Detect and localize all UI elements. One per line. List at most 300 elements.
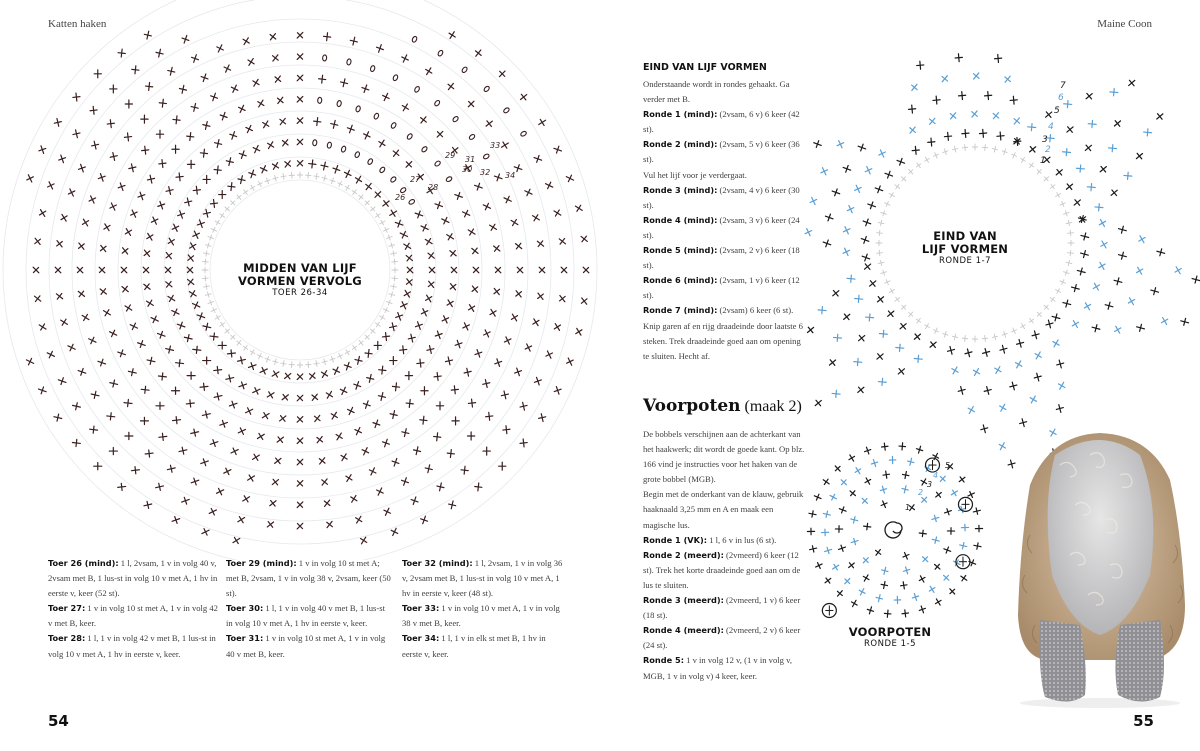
stitch-symbol-sc	[838, 506, 847, 515]
stitch-symbol-sc	[824, 546, 833, 554]
stitch-symbol-sc	[827, 357, 838, 368]
stitch-symbol-sc	[948, 110, 959, 121]
instruction-round: Knip garen af en rijg draadeinde door laatste 6 steken. Trek draadeinde goed aan om opening te sluiten. Hecht af.	[643, 320, 803, 361]
stitch-symbol-sc	[809, 545, 817, 553]
stitch-symbol-sc	[863, 476, 872, 485]
stitch-symbol-sc	[893, 183, 901, 191]
stitch-symbol-sc	[813, 493, 822, 502]
stitch-symbol-sc	[1150, 287, 1160, 296]
stitch-symbol-sc	[927, 585, 936, 595]
stitch-symbol-sc	[957, 475, 967, 485]
stitch-symbol-sc	[1070, 319, 1080, 330]
stitch-symbol-sc	[865, 313, 874, 321]
instruction-round: Ronde 2 (mind): (2vsam, 5 v) 6 keer (36 st).	[643, 139, 800, 165]
stitch-symbol-sc	[888, 287, 896, 295]
stitch-symbol-sc	[841, 311, 852, 322]
stitch-symbol-sc	[1091, 281, 1101, 292]
stitch-symbol-sc	[952, 146, 959, 153]
flower-diagram-title-line1: EIND VAN	[933, 229, 997, 243]
stitch-symbol-sc	[1010, 96, 1018, 105]
stitch-symbol-sc	[1156, 248, 1166, 257]
stitch-symbol-sc	[1071, 284, 1081, 293]
stitch-symbol-sc	[1049, 295, 1057, 303]
stitch-symbol-sc	[911, 593, 919, 602]
instruction-row-30: Toer 30: 1 l, 1 v in volg 40 v met B, 1 lus-st in volg 10 v met A, 1 hv in eerste v, keer.	[226, 603, 385, 629]
stitch-symbol-sc	[847, 560, 857, 570]
stitch-symbol-sc	[861, 555, 871, 565]
paw-diagram-title	[840, 626, 940, 650]
stitch-symbol-sc	[1059, 278, 1067, 285]
instruction-round: Ronde 3 (mind): (2vsam, 4 v) 6 keer (30 st).	[643, 184, 800, 210]
stitch-symbol-sc	[875, 594, 883, 602]
stitch-symbol-sc	[927, 138, 935, 147]
stitch-symbol-sc	[1011, 116, 1022, 127]
stitch-symbol-sc	[1028, 394, 1038, 405]
paw-diagram-subtitle: RONDE 1-5	[864, 639, 916, 649]
left-diagram-title-line2: VORMEN VERVOLG	[238, 274, 362, 288]
stitch-symbol-sc	[875, 294, 886, 305]
stitch-symbol-sc	[939, 73, 950, 84]
section-heading-eind-van-lijf: EIND VAN LIJF VORMEN	[643, 62, 767, 73]
stitch-symbol-sc	[1097, 261, 1107, 272]
stitch-symbol-sc	[1076, 267, 1086, 276]
magic-ring-icon	[885, 522, 902, 538]
stitch-symbol-sc	[1076, 165, 1085, 173]
stitch-symbol-sc	[841, 247, 851, 257]
instruction-round: Ronde 1 (VK): 1 l, 6 v in lus (6 st).	[643, 534, 777, 545]
stitch-symbol-sc	[1104, 301, 1114, 310]
stitch-symbol-sc	[943, 508, 952, 516]
stitch-symbol-sc	[901, 485, 909, 494]
flower-round-label-6: 6	[1058, 93, 1064, 103]
stitch-symbol-sc	[866, 606, 874, 615]
stitch-symbol-sc	[876, 230, 883, 236]
stitch-symbol-sc	[902, 471, 910, 479]
stitch-symbol-sc	[876, 250, 883, 256]
stitch-symbol-sc	[952, 333, 959, 340]
instruction-row-27: Toer 27: 1 v in volg 10 st met A, 1 v in volg 42 v met B, keer.	[48, 603, 218, 629]
stitch-symbol-sc	[1136, 323, 1146, 332]
stitch-symbol-sc	[1099, 239, 1109, 250]
stitch-symbol-sc	[803, 227, 813, 237]
stitch-symbol-sc	[879, 330, 888, 338]
stitch-symbol-sc	[860, 496, 870, 506]
flower-round-label-7: 7	[1060, 81, 1066, 91]
bobble-symbol-mgb	[926, 458, 940, 472]
instruction-row-34: Toer 34: 1 l, 1 v in elk st met B, 1 hv in eerste v, keer.	[402, 633, 546, 659]
stitch-symbol-sc	[950, 365, 960, 376]
stitch-symbol-sc	[1054, 167, 1065, 178]
stitch-symbol-sc	[950, 488, 960, 497]
stitch-symbol-sc	[1191, 275, 1200, 284]
paw-round-label-2: 2	[918, 488, 924, 497]
stitch-symbol-sc	[1063, 210, 1070, 217]
stitch-symbol-sc	[961, 129, 969, 138]
section1-intro: Onderstaande wordt in rondes gehaakt. Ga verder met B.	[643, 79, 790, 105]
stitch-symbol-sc	[997, 132, 1005, 141]
stitch-symbol-sc	[881, 443, 888, 451]
stitch-symbol-sc	[805, 325, 816, 336]
stitch-symbol-sc	[994, 54, 1002, 63]
page-number-left: 54	[48, 712, 69, 730]
stitch-symbol-sc	[823, 510, 831, 518]
stitch-symbol-sc	[1055, 404, 1064, 414]
paw-diagram-title-line1: VOORPOTEN	[848, 625, 932, 639]
section2-start: Begin met de onderkant van de klauw, gebruik haaknaald 3,25 mm en A en maak een magische lus.	[643, 489, 804, 530]
stitch-symbol-sc	[896, 366, 907, 377]
left-diagram-title-line1: MIDDEN VAN LIJF	[243, 261, 357, 275]
stitch-symbol-sc	[982, 144, 988, 151]
stitch-symbol-sc	[984, 91, 992, 100]
stitch-symbol-sc	[971, 367, 981, 378]
stitch-symbol-sc	[1054, 191, 1062, 199]
stitch-symbol-sc	[1062, 299, 1072, 308]
stitch-symbol-sc	[867, 278, 878, 289]
instruction-round: Ronde 6 (mind): (2vsam, 1 v) 6 keer (12 st).	[643, 275, 800, 301]
stitch-symbol-sc	[807, 528, 814, 535]
stitch-symbol-sc	[862, 573, 871, 583]
stitch-symbol-sc	[927, 116, 938, 127]
stitch-symbol-sc	[912, 146, 920, 155]
instruction-round: Ronde 5 (mind): (2vsam, 2 v) 6 keer (18 st).	[643, 245, 800, 271]
stitch-symbol-sc	[946, 346, 955, 356]
stitch-symbol-sc	[991, 110, 1002, 121]
paw-round-label-4: 4	[933, 471, 939, 480]
running-header-left: Katten haken	[48, 18, 107, 30]
stitch-symbol-sc	[833, 334, 842, 342]
stitch-symbol-sc	[928, 339, 939, 350]
stitch-symbol-sc	[898, 321, 909, 332]
stitch-symbol-sc	[878, 220, 885, 227]
stitch-symbol-sc	[969, 109, 980, 120]
stitch-symbol-sc	[943, 546, 952, 555]
stitch-symbol-sc	[966, 405, 976, 416]
round-label-29: 29	[445, 151, 456, 160]
instruction-round: Ronde 4 (mind): (2vsam, 3 v) 6 keer (24 st).	[643, 214, 800, 240]
stitch-symbol-sc	[880, 269, 887, 276]
stitch-symbol-sc	[880, 500, 889, 509]
stitch-symbol-sc	[908, 105, 916, 114]
stitch-symbol-sc	[1084, 91, 1095, 102]
stitch-symbol-sc	[878, 260, 885, 267]
stitch-symbol-sc	[934, 490, 944, 500]
stitch-symbol-sc	[1010, 327, 1017, 335]
stitch-symbol-sc	[1080, 250, 1090, 259]
stitch-symbol-sc	[1027, 144, 1038, 155]
stitch-symbol-sc	[915, 445, 923, 454]
stitch-symbol-sc	[919, 530, 927, 537]
stitch-symbol-sc	[880, 210, 887, 217]
stitch-symbol-sc	[850, 599, 859, 608]
stitch-symbol-sc	[855, 385, 866, 396]
round-label-27: 27	[410, 175, 421, 184]
stitch-symbol-sc	[957, 386, 966, 396]
stitch-symbol-sc	[958, 91, 966, 100]
stitch-symbol-sc	[920, 554, 930, 564]
instruction-round: Ronde 2 (meerd): (2vmeerd) 6 keer (12 st). Trek het korte draadeinde goed aan om de lus te sluiten.	[643, 549, 801, 590]
stitch-symbol-sc	[918, 605, 926, 614]
flower-diagram-title-line2: LIJF VORMEN	[921, 242, 1009, 256]
round-label-32: 32	[480, 168, 491, 177]
stitch-symbol-sc	[889, 456, 896, 463]
stitch-symbol-sc	[961, 524, 968, 531]
stitch-symbol-sc	[1065, 220, 1072, 227]
stitch-symbol-sc	[1124, 172, 1133, 180]
stitch-symbol-sc	[916, 61, 924, 70]
stitch-symbol-sc	[1098, 164, 1109, 175]
stitch-symbol-sc	[848, 488, 858, 498]
instruction-row-32: Toer 32 (mind): 1 l, 2vsam, 1 v in volg 36 v, 2vsam met B, 1 lus-st in volg 10 v met A, 1 hv in eerste v, keer (48 st).	[402, 558, 563, 599]
stitch-symbol-sc	[1063, 100, 1072, 108]
instruction-round: Ronde 4 (meerd): (2vmeerd, 2 v) 6 keer (24 st).	[643, 625, 801, 651]
stitch-symbol-sc	[877, 148, 887, 158]
stitch-symbol-sc	[1016, 339, 1025, 349]
stitch-symbol-sc	[813, 139, 823, 149]
stitch-symbol-sc	[835, 526, 842, 533]
stitch-symbol-sc	[1110, 88, 1119, 96]
stitch-symbol-sc	[1010, 151, 1017, 159]
stitch-symbol-sc	[902, 566, 910, 575]
stitch-symbol-sc	[1108, 144, 1117, 152]
stitch-symbol-sc	[857, 143, 867, 153]
stitch-symbol-sc	[856, 333, 867, 344]
stitch-symbol-sc	[808, 510, 816, 518]
stitch-symbol-sc	[847, 453, 856, 463]
stitch-symbol-sc	[863, 446, 871, 455]
stitch-symbol-sc	[1042, 175, 1050, 183]
instruction-row-33: Toer 33: 1 v in volg 10 v met A, 1 v in volg 38 v met B, keer.	[402, 603, 560, 629]
stitch-symbol-sc	[893, 295, 901, 303]
stitch-symbol-sc	[900, 303, 908, 311]
stitch-symbol-sc	[1135, 266, 1145, 277]
running-header-right: Maine Coon	[1097, 18, 1152, 30]
stitch-symbol-sc	[972, 336, 977, 342]
stitch-symbol-sc	[934, 597, 943, 607]
stitch-symbol-sc	[896, 344, 905, 352]
stitch-symbol-sc	[1027, 161, 1035, 169]
stitch-symbol-sc	[1035, 168, 1043, 176]
stitch-symbol-sc	[1001, 331, 1008, 338]
stitch-symbol-sc	[1118, 225, 1128, 234]
stitch-symbol-sc	[907, 168, 915, 176]
stitch-symbol-sc	[971, 71, 982, 82]
stitch-symbol-sc	[902, 609, 909, 617]
stitch-symbol-sc	[900, 581, 908, 589]
stitch-symbol-sc	[878, 378, 887, 386]
stitch-symbol-sc	[1063, 269, 1070, 276]
stitch-symbol-sc	[830, 288, 841, 299]
stitch-symbol-sc	[1088, 120, 1097, 128]
stitch-symbol-sc	[858, 587, 867, 596]
stitch-symbol-sc	[1001, 148, 1008, 155]
stitch-symbol-sc	[902, 551, 911, 560]
stitch-symbol-sc	[1080, 232, 1090, 241]
stitch-symbol-sc	[983, 386, 992, 396]
stitch-symbol-sc	[1027, 123, 1036, 131]
stitch-symbol-sc	[881, 566, 889, 575]
stitch-symbol-sc	[883, 278, 891, 285]
stitch-symbol-sc	[896, 157, 906, 167]
stitch-symbol-sc	[1059, 200, 1067, 207]
stitch-symbol-sc	[853, 358, 862, 366]
stitch-symbol-sc	[1057, 380, 1067, 391]
instruction-round: Ronde 1 (mind): (2vsam, 6 v) 6 keer (42 st).	[643, 109, 800, 135]
stitch-symbol-sc	[942, 331, 949, 338]
stitch-symbol-sc	[853, 184, 863, 194]
round-label-26: 26	[395, 193, 406, 202]
stitch-symbol-sc	[998, 402, 1008, 413]
stitch-symbol-sc	[992, 146, 999, 153]
stitch-symbol-sc	[842, 225, 852, 235]
stitch-symbol-sc	[1051, 313, 1061, 322]
flower-round-label-2: 2	[1045, 145, 1051, 155]
round-label-34: 34	[505, 171, 516, 180]
stitch-symbol-sc	[975, 525, 982, 532]
stitch-symbol-sc	[1033, 350, 1043, 361]
stitch-symbol-sc	[1019, 156, 1027, 164]
stitch-symbol-sc	[962, 144, 968, 151]
stitch-symbol-sc	[1033, 372, 1042, 382]
stitch-symbol-sc	[808, 196, 818, 206]
stitch-symbol-sc	[907, 310, 915, 318]
stitch-symbol-sc	[1095, 203, 1104, 211]
instruction-round: Vul het lijf voor je verdergaat.	[643, 169, 747, 180]
stitch-symbol-sc	[931, 536, 940, 544]
stitch-symbol-sc	[850, 516, 859, 524]
flower-round-label-3: 3	[1042, 135, 1048, 145]
stitch-symbol-sc	[835, 589, 845, 599]
flower-diagram-title	[905, 230, 1025, 267]
stitch-symbol-sc	[824, 213, 834, 223]
stitch-symbol-sc	[1126, 78, 1137, 89]
paw-round-label-5: 5	[945, 461, 951, 470]
stitch-symbol-sc	[894, 596, 901, 603]
stitch-symbol-sc	[979, 129, 987, 138]
stitch-symbol-sc	[1031, 330, 1040, 340]
stitch-symbol-sc	[1112, 118, 1123, 129]
stitch-symbol-sc	[838, 544, 847, 552]
stitch-symbol-sc	[1091, 324, 1101, 333]
stitch-symbol-sc	[959, 573, 969, 582]
stitch-symbol-sc	[821, 477, 831, 486]
stitch-symbol-sc	[1054, 287, 1062, 295]
flower-diagram-subtitle: RONDE 1-7	[939, 256, 991, 266]
stitch-symbol-sc	[870, 459, 878, 468]
instruction-row-31: Toer 31: 1 v in volg 10 st met A, 1 v in volg 40 v met B, keer.	[226, 633, 386, 659]
stitch-symbol-sc	[1009, 381, 1018, 391]
stitch-symbol-sc	[932, 151, 939, 159]
stitch-symbol-sc	[862, 261, 873, 272]
crochet-cat-photo	[1000, 425, 1200, 710]
stitch-symbol-sc	[873, 548, 883, 558]
stitch-symbol-sc	[931, 452, 940, 461]
section-heading-voorpoten: Voorpoten (maak 2)	[643, 396, 802, 416]
stitch-symbol-sc	[1143, 128, 1152, 136]
stitch-symbol-sc	[1049, 183, 1057, 191]
stitch-symbol-sc	[1065, 260, 1072, 267]
round-label-28: 28	[428, 183, 439, 192]
instruction-row-28: Toer 28: 1 l, 1 v in volg 42 v met B, 1 lus-st in volg 10 v met A, 1 hv in eerste v, keer.	[48, 633, 216, 659]
stitch-symbol-sc	[907, 458, 915, 466]
stitch-symbol-sc	[846, 204, 856, 214]
stitch-symbol-sc	[1134, 151, 1145, 162]
stitch-symbol-sc	[1072, 197, 1083, 208]
stitch-symbol-sc	[932, 562, 942, 572]
flower-round-label-4: 4	[1048, 122, 1054, 132]
stitch-symbol-sc	[1113, 324, 1123, 335]
stitch-symbol-sc	[973, 542, 981, 550]
stitch-symbol-sc	[828, 493, 837, 502]
stitch-symbol-sc	[992, 333, 999, 340]
flower-round-label-5: 5	[1054, 106, 1060, 116]
stitch-symbol-sc	[923, 156, 931, 164]
stitch-symbol-sc	[1083, 143, 1094, 154]
stitch-symbol-sc	[1035, 310, 1043, 318]
stitch-symbol-sc	[875, 351, 886, 362]
stitch-symbol-sc	[933, 96, 941, 105]
stitch-symbol-sc	[993, 365, 1003, 376]
stitch-symbol-sc	[864, 165, 874, 175]
stitch-symbol-sc	[1014, 359, 1024, 370]
stitch-symbol-sc	[918, 574, 927, 583]
stitch-symbol-sc	[1113, 277, 1123, 286]
stitch-symbol-sc	[831, 562, 841, 571]
stitch-symbol-sc	[867, 201, 877, 211]
stitch-symbol-sc	[999, 344, 1008, 354]
stitch-symbol-sc	[818, 306, 827, 314]
stitch-symbol-sc	[862, 218, 872, 228]
stitch-symbol-sc	[884, 170, 894, 180]
instruction-row-29: Toer 29 (mind): 1 v in volg 10 st met A; met B, 2vsam, 1 v in volg 38 v, 2vsam, keer (50 st).	[226, 558, 391, 599]
stitch-symbol-sc	[1137, 234, 1147, 245]
stitch-symbol-sc	[880, 581, 888, 589]
stitch-symbol-sc	[821, 529, 828, 536]
instruction-round: Ronde 5: 1 v in volg 12 v, (1 v in volg v, MGB, 1 v in volg v) 4 keer, keer.	[643, 655, 792, 681]
round-label-30: 30	[462, 165, 473, 174]
stitch-symbol-sc	[907, 125, 918, 136]
stitch-symbol-sc	[1042, 303, 1050, 311]
stitch-symbol-sc	[842, 164, 852, 174]
stitch-symbol-sc	[932, 327, 939, 335]
stitch-symbol-sc	[959, 542, 967, 550]
stitch-symbol-sc	[1097, 218, 1107, 229]
stitch-symbol-sc	[879, 485, 887, 494]
stitch-symbol-sc	[942, 148, 949, 155]
instruction-round: Ronde 7 (mind): (2vsam) 6 keer (6 st).	[643, 305, 794, 316]
stitch-symbol-sc	[822, 239, 832, 249]
stitch-symbol-sc	[835, 139, 845, 149]
stitch-symbol-sc	[947, 587, 957, 597]
paw-round-label-1: 1	[905, 503, 911, 512]
stitch-symbol-sc	[982, 348, 991, 358]
stitch-symbol-sc	[1109, 187, 1120, 198]
stitch-symbol-sc	[941, 573, 951, 583]
stitch-symbol-sc	[1067, 250, 1074, 256]
stitch-symbol-sc	[874, 185, 884, 195]
stitch-symbol-sc	[883, 200, 891, 207]
stitch-symbol-sc	[964, 348, 973, 358]
stitch-symbol-sc	[831, 188, 841, 198]
stitch-symbol-sc	[962, 335, 968, 342]
stitch-symbol-sc	[938, 474, 948, 484]
stitch-symbol-sc	[1043, 109, 1054, 120]
stitch-symbol-sc	[1019, 322, 1027, 330]
stitch-symbol-sc	[814, 561, 823, 570]
stitch-symbol-sc	[854, 295, 863, 303]
stitch-symbol-sc	[914, 355, 923, 363]
stitch-symbol-sc	[1118, 251, 1128, 260]
stitch-symbol-sc	[923, 322, 931, 330]
